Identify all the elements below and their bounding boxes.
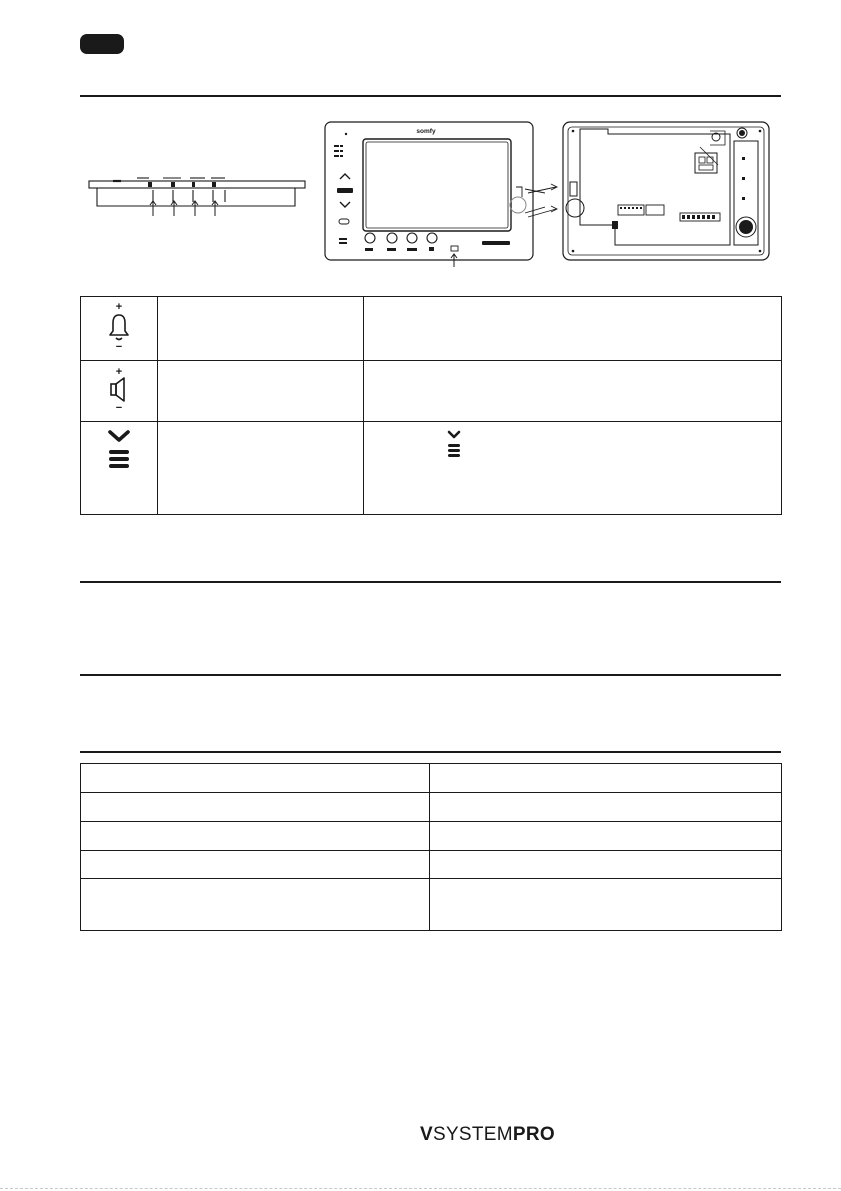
table-row	[81, 422, 782, 515]
monitor-front-view	[320, 117, 545, 267]
chevron-menu-icon	[104, 428, 134, 472]
icon-cell	[81, 422, 158, 515]
svg-text:+: +	[115, 365, 123, 378]
table-row	[81, 361, 782, 422]
table-row	[81, 822, 782, 851]
spec-value-cell	[430, 879, 782, 931]
section-rule-4	[80, 751, 781, 753]
controls-table	[80, 296, 782, 515]
spec-value-cell	[430, 822, 782, 851]
spec-label-cell	[81, 793, 430, 822]
spec-table	[80, 763, 782, 931]
description-cell	[158, 422, 364, 515]
description-cell	[158, 361, 364, 422]
spec-label-cell	[81, 822, 430, 851]
brand-logo	[420, 1124, 555, 1146]
icon-cell	[81, 361, 158, 422]
language-badge	[80, 34, 124, 54]
detail-cell	[364, 361, 782, 422]
table-row	[81, 879, 782, 931]
spec-label-cell	[81, 764, 430, 793]
svg-text:+: +	[115, 301, 123, 313]
bell-volume-icon	[104, 301, 134, 351]
svg-text:−: −	[115, 401, 123, 412]
table-row	[81, 764, 782, 793]
table-row	[81, 793, 782, 822]
section-rule-top	[80, 95, 781, 97]
detail-cell	[364, 422, 782, 515]
spec-label-cell	[81, 879, 430, 931]
svg-text:−: −	[115, 341, 123, 351]
brand-v: V	[420, 1124, 433, 1145]
spec-value-cell	[430, 793, 782, 822]
description-cell	[158, 297, 364, 361]
monitor-side-view	[85, 172, 310, 217]
brand-system: SYSTEM	[432, 1124, 513, 1145]
spec-value-cell	[430, 764, 782, 793]
monitor-rear-view	[520, 117, 775, 267]
section-rule-2	[80, 581, 781, 583]
icon-cell	[81, 297, 158, 361]
speaker-volume-icon	[104, 366, 134, 412]
spec-value-cell	[430, 851, 782, 879]
section-rule-3	[80, 674, 781, 676]
table-row	[81, 297, 782, 361]
chevron-menu-icon-inline	[446, 430, 462, 460]
detail-cell	[364, 297, 782, 361]
table-row	[81, 851, 782, 879]
brand-pro: PRO	[512, 1124, 555, 1145]
front-logo: somfy	[416, 128, 436, 135]
spec-label-cell	[81, 851, 430, 879]
page-trim-line	[0, 1188, 841, 1189]
